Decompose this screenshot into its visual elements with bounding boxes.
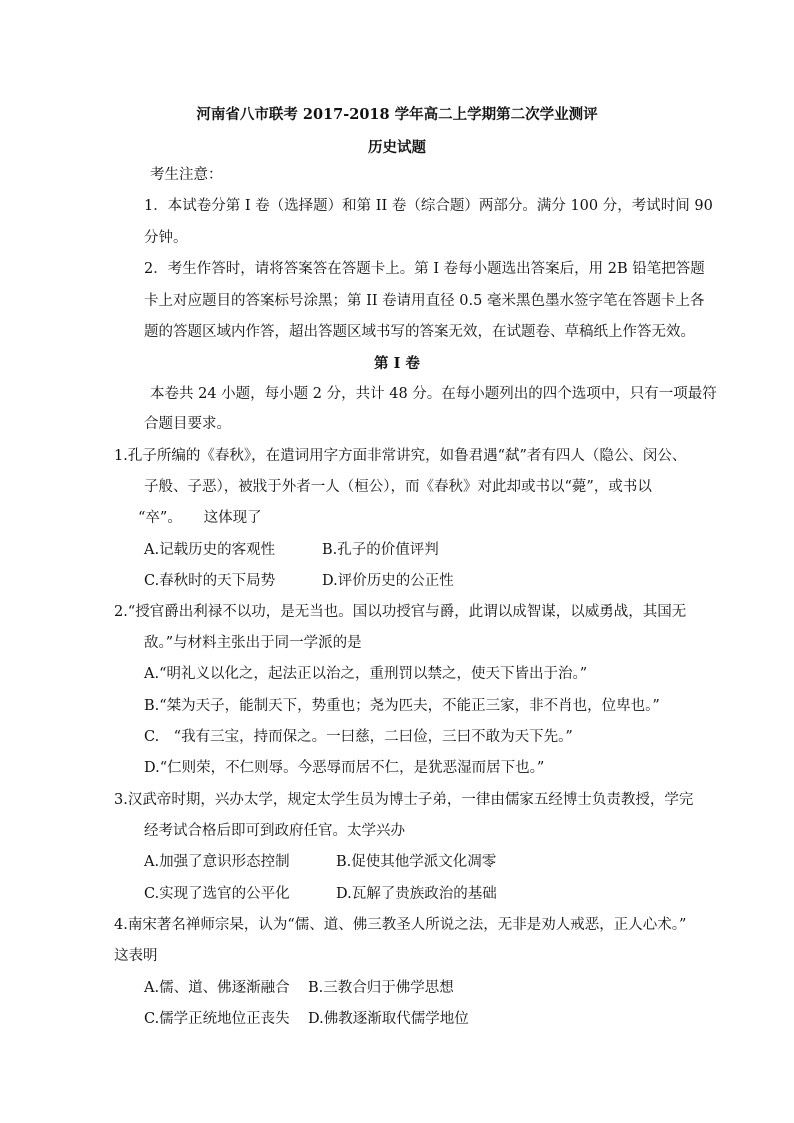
question-1-option-c: C.春秋时的天下局势 [144,573,276,589]
main-title: 河南省八市联考 2017-2018 学年高二上学期第二次学业测评 [196,106,598,123]
part-1-intro-line-1: 本卷共 24 小题，每小题 2 分，共计 48 分。在每小题列出的四个选项中，只有一项最符 [150,386,717,402]
question-4-line-1: 4.南宋著名禅师宗杲，认为“儒、道、佛三教圣人所说之法，无非是劝人戒恶，正人心术。” [114,917,687,933]
question-4-option-c: C.儒学正统地位正丧失 [144,1011,290,1027]
question-2-option-a: A.“明礼义以化之，起法正以治之，重刑罚以禁之，使天下皆出于治。” [144,666,588,682]
notice-item-1-line-2: 分钟。 [144,230,188,246]
question-3-line-1: 3.汉武帝时期，兴办太学，规定太学生员为博士子弟，一律由儒家五经博士负责教授，学完 [114,792,694,808]
question-1-option-a: A.记载历史的客观性 [144,542,276,558]
question-3-option-c: C.实现了选官的公平化 [144,886,290,902]
part-1-heading: 第 I 卷 [374,355,420,372]
question-3-option-a: A.加强了意识形态控制 [144,854,290,870]
question-4-option-d: D.佛教逐渐取代儒学地位 [308,1011,469,1027]
question-3-option-b: B.促使其他学派文化凋零 [336,854,497,870]
question-4-line-2: 这表明 [114,948,158,964]
notice-heading: 考生注意： [150,167,223,183]
question-1-option-b: B.孔子的价值评判 [322,542,439,558]
notice-item-1-line-1: 1．本试卷分第 I 卷（选择题）和第 II 卷（综合题）两部分。满分 100 分，考试时间 90 [144,198,713,214]
question-2-option-c: C. “我有三宝，持而保之。一曰慈，二曰俭，三曰不敢为天下先。” [144,729,573,745]
question-1-line-3: “卒”。 这体现了 [138,510,262,526]
question-2-line-2: 敌。”与材料主张出于同一学派的是 [144,635,362,651]
subject-title: 历史试题 [368,139,426,156]
question-3-option-d: D.瓦解了贵族政治的基础 [336,886,497,902]
question-2-line-1: 2.“授官爵出利禄不以功，是无当也。国以功授官与爵，此谓以成智谋，以威勇战，其国无 [114,604,687,620]
notice-item-2-line-3: 题的答题区域内作答，超出答题区域书写的答案无效，在试题卷、草稿纸上作答无效。 [144,324,695,340]
question-1-line-2: 子般、子恶），被戕于外者一人（桓公），而《春秋》对此却或书以“薨”，或书以 [144,479,652,495]
question-2-option-b: B.“桀为天子，能制天下，势重也；尧为匹夫，不能正三家，非不肖也，位卑也。” [144,698,660,714]
question-3-line-2: 经考试合格后即可到政府任官。太学兴办 [144,823,405,839]
question-2-option-d: D.“仁则荣，不仁则辱。今恶辱而居不仁，是犹恶湿而居下也。” [144,760,545,776]
notice-item-2-line-2: 卡上对应题目的答案标号涂黑；第 II 卷请用直径 0.5 毫米黑色墨水签字笔在答题卡上各 [144,293,705,309]
question-1-line-1: 1.孔子所编的《春秋》，在遣词用字方面非常讲究，如鲁君遇“弑”者有四人（隐公、闵公、 [114,448,687,464]
notice-item-2-line-1: 2．考生作答时，请将答案答在答题卡上。第 I 卷每小题选出答案后，用 2B 铅笔把答题 [144,261,705,277]
question-4-option-a: A.儒、道、佛逐渐融合 [144,980,290,996]
part-1-intro-line-2: 合题目要求。 [144,416,231,432]
question-1-option-d: D.评价历史的公正性 [322,573,454,589]
question-4-option-b: B.三教合归于佛学思想 [308,980,454,996]
